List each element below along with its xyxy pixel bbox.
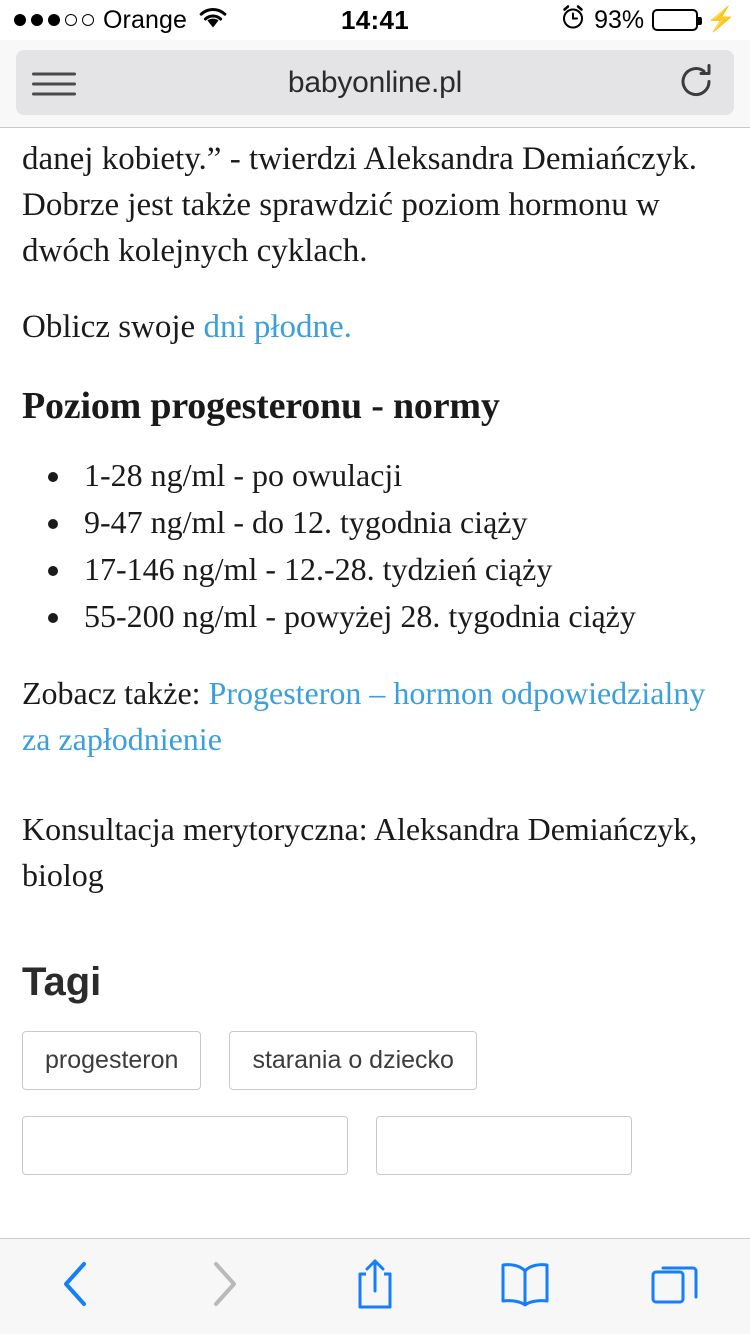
book-icon [498, 1261, 552, 1312]
share-icon [353, 1257, 397, 1316]
tag-chip[interactable]: starania o dziecko [229, 1031, 477, 1090]
status-bar-right [560, 4, 736, 37]
back-button[interactable] [30, 1251, 120, 1323]
clock-label: 14:41 [341, 4, 409, 35]
url-text: babyonline.pl [287, 65, 463, 99]
tag-list [22, 1031, 728, 1090]
reload-icon[interactable] [676, 61, 716, 106]
hamburger-menu-icon[interactable] [32, 65, 76, 102]
article-paragraph: danej kobiety.” - twierdzi Aleksandra Demiańczyk. Dobrze jest także sprawdzić poziom hormonu w dwóch kolejnych cyklach. [22, 141, 698, 269]
tag-chip-partial[interactable] [376, 1116, 632, 1175]
chevron-left-icon [58, 1258, 92, 1315]
signal-dot [48, 14, 60, 26]
tag-list-row-2 [22, 1116, 728, 1175]
see-also-paragraph [22, 670, 728, 762]
fertile-days-link[interactable]: dni płodne. [203, 309, 352, 345]
fertile-days-prefix: Oblicz swoje [22, 309, 204, 345]
url-field[interactable] [16, 50, 734, 115]
tag-chip-partial[interactable] [22, 1116, 348, 1175]
list-item: • 1-28 ng/ml - po owulacji [74, 452, 728, 499]
browser-toolbar [0, 40, 750, 128]
tabs-button[interactable] [630, 1251, 720, 1323]
lightning-bolt-icon: ⚡ [706, 6, 736, 33]
tabs-icon [649, 1259, 701, 1314]
status-bar [0, 0, 750, 40]
tags-heading: Tagi [22, 960, 102, 1004]
signal-dot [82, 14, 94, 26]
signal-strength-indicator [14, 14, 94, 26]
signal-dot [65, 14, 77, 26]
tag-chip[interactable]: progesteron [22, 1031, 201, 1090]
consultation-paragraph: Konsultacja merytoryczna: Aleksandra Demiańczyk, biolog [22, 811, 698, 893]
forward-button[interactable] [180, 1251, 270, 1323]
list-item: • 17-146 ng/ml - 12.-28. tydzień ciąży [74, 546, 728, 593]
signal-dot [14, 14, 26, 26]
see-also-prefix: Zobacz także: [22, 675, 209, 711]
alarm-clock-icon [560, 4, 586, 37]
battery-icon [652, 9, 698, 31]
section-heading: Poziom progesteronu - normy [22, 385, 500, 427]
fertile-days-paragraph [22, 304, 728, 350]
signal-dot [31, 14, 43, 26]
list-item: • 9-47 ng/ml - do 12. tygodnia ciąży [74, 499, 728, 546]
browser-bottom-toolbar [0, 1238, 750, 1334]
wifi-icon [198, 5, 228, 36]
chevron-right-icon [208, 1258, 242, 1315]
carrier-label: Orange [103, 5, 187, 34]
web-page-content [0, 128, 750, 1288]
progesterone-norms-list [22, 452, 728, 640]
see-also-link[interactable]: Progesteron – hormon odpowiedzialny za zapłodnienie [22, 675, 706, 757]
list-item: • 55-200 ng/ml - powyżej 28. tygodnia ciąży [74, 593, 728, 640]
battery-percentage-label: 93% [594, 5, 645, 34]
bookmarks-button[interactable] [480, 1251, 570, 1323]
share-button[interactable] [330, 1251, 420, 1323]
